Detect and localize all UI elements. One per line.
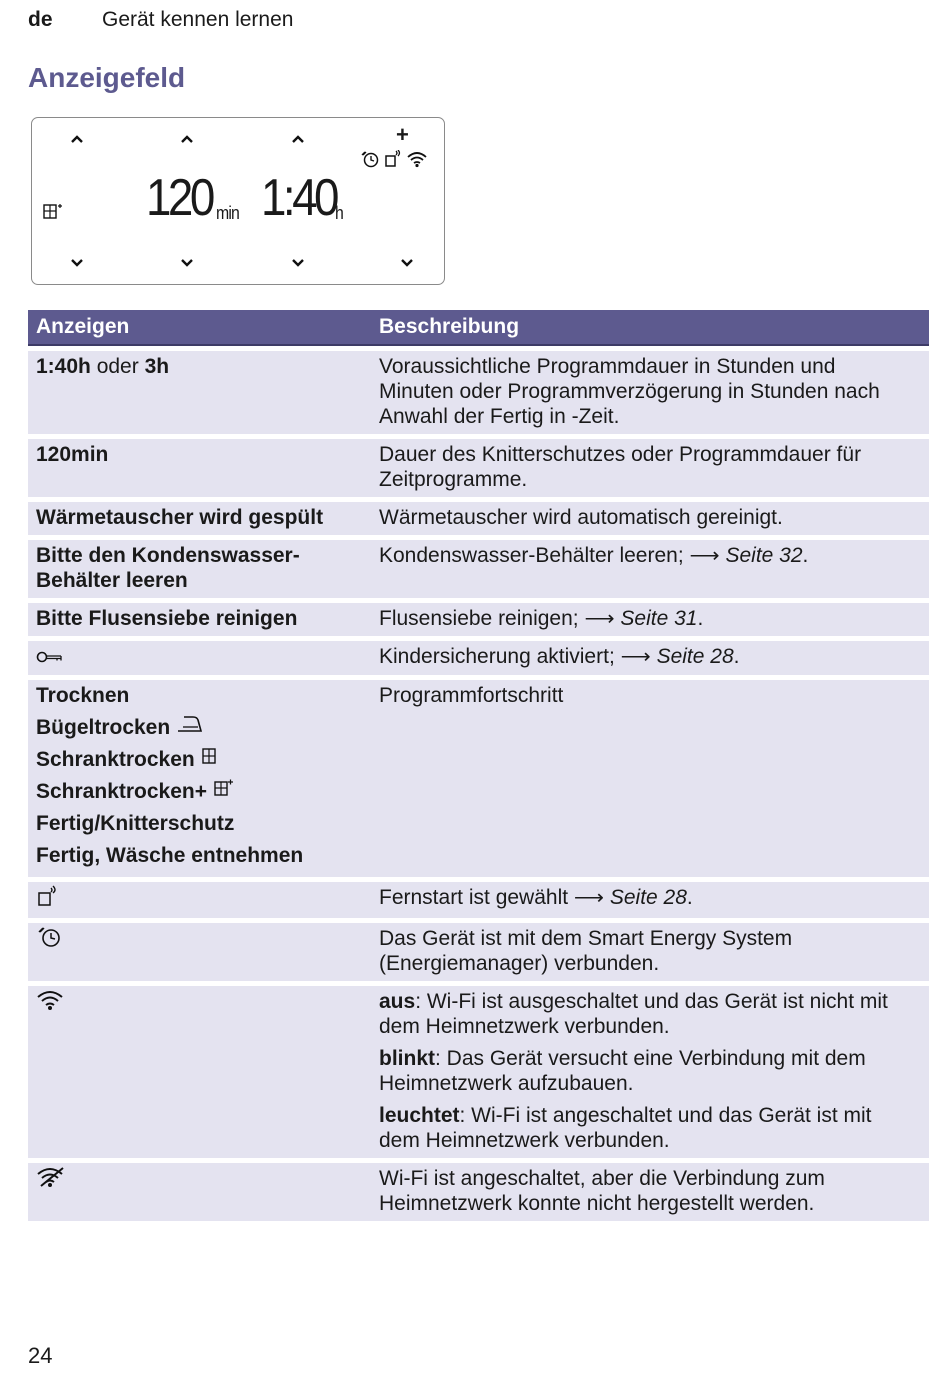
indicator-cell bbox=[28, 644, 371, 670]
table-row bbox=[28, 1163, 929, 1221]
description-text: . bbox=[697, 607, 704, 630]
display-panel bbox=[31, 117, 445, 285]
description-text: . bbox=[802, 544, 809, 567]
wifi-state-on bbox=[379, 1103, 915, 1153]
description-text: . bbox=[733, 645, 740, 668]
description-text: . bbox=[686, 885, 693, 909]
indicator-cell bbox=[28, 354, 371, 429]
program-step-label: Bügeltrocken bbox=[36, 715, 171, 739]
iron-icon bbox=[176, 712, 204, 744]
arrow-right-icon: ⟶ bbox=[584, 607, 621, 630]
chevron-down-icon bbox=[68, 254, 86, 272]
page-reference-link[interactable]: Seite 31 bbox=[620, 607, 698, 630]
program-step bbox=[36, 744, 371, 776]
description-cell: Wärmetauscher wird automatisch gereinigt. bbox=[379, 506, 783, 529]
energy-manager-icon bbox=[360, 150, 380, 168]
description-cell bbox=[371, 543, 929, 593]
description-cell bbox=[371, 989, 929, 1153]
state-label: leuchtet bbox=[379, 1103, 460, 1127]
chevron-up-icon bbox=[68, 130, 86, 148]
description-cell bbox=[371, 644, 929, 670]
table-row bbox=[28, 641, 929, 675]
remote-start-icon bbox=[384, 150, 402, 168]
indicator-cell bbox=[28, 1166, 371, 1216]
arrow-right-icon: ⟶ bbox=[689, 544, 726, 567]
table-row bbox=[28, 923, 929, 981]
chevron-down-icon bbox=[289, 254, 307, 272]
column-header-description: Beschreibung bbox=[379, 315, 520, 338]
indicator-cell bbox=[28, 989, 371, 1153]
table-header bbox=[28, 310, 929, 346]
table-row bbox=[28, 882, 929, 918]
page-reference-link[interactable]: Seite 28 bbox=[656, 645, 734, 668]
status-icons bbox=[360, 150, 428, 168]
program-step: Trocknen bbox=[36, 683, 130, 707]
table-row bbox=[28, 986, 929, 1158]
table-row bbox=[28, 439, 929, 497]
chevron-up-icon bbox=[178, 130, 196, 148]
indicator-cell bbox=[28, 885, 371, 913]
cupboard-plus-icon bbox=[42, 202, 64, 225]
display-indicators-table bbox=[28, 310, 929, 1221]
wifi-state-off bbox=[379, 989, 915, 1039]
description-cell: Voraussichtliche Programmdauer in Stunden und Minuten oder Programmverzögerung in Stunden nach Anwahl der Fertig in -Zeit. bbox=[379, 355, 880, 428]
program-step bbox=[36, 712, 371, 744]
description-cell: Das Gerät ist mit dem Smart Energy System (Energiemanager) verbunden. bbox=[379, 926, 793, 975]
section-title: Anzeigefeld bbox=[28, 62, 186, 93]
page-header bbox=[28, 8, 293, 32]
state-text: : Wi-Fi ist ausgeschaltet und das Gerät ist nicht mit dem Heimnetzwerk verbunden. bbox=[379, 989, 888, 1038]
program-step: Fertig, Wäsche entnehmen bbox=[36, 843, 304, 867]
program-step bbox=[36, 776, 371, 808]
table-row bbox=[28, 680, 929, 877]
description-text: Kondenswasser-Behälter leeren; bbox=[379, 544, 690, 567]
plus-icon: + bbox=[396, 122, 409, 147]
description-text: Kindersicherung aktiviert; bbox=[379, 645, 621, 668]
state-text: : Das Gerät versucht eine Verbindung mit dem Heimnetzwerk aufzubauen. bbox=[379, 1046, 866, 1095]
chevron-down-icon bbox=[398, 254, 416, 272]
program-step: Fertig/Knitterschutz bbox=[36, 811, 235, 835]
table-row bbox=[28, 351, 929, 434]
description-cell: Programmfortschritt bbox=[379, 683, 564, 707]
description-text: Flusensiebe reinigen; bbox=[379, 607, 585, 630]
duration-unit: min bbox=[216, 203, 239, 223]
state-text: : Wi-Fi ist angeschaltet und das Gerät ist mit dem Heimnetzwerk verbunden. bbox=[379, 1103, 872, 1152]
remote-start-icon bbox=[36, 885, 58, 913]
description-cell: Dauer des Knitterschutzes oder Programmdauer für Zeitprogramme. bbox=[379, 443, 862, 491]
wifi-icon bbox=[406, 150, 428, 168]
program-step-label: Schranktrocken+ bbox=[36, 779, 207, 803]
indicator-cell bbox=[28, 680, 371, 872]
table-row bbox=[28, 502, 929, 535]
chapter-title: Gerät kennen lernen bbox=[102, 8, 294, 31]
indicator-text: 1:40h bbox=[36, 355, 91, 378]
wifi-icon bbox=[36, 989, 64, 1017]
arrow-right-icon: ⟶ bbox=[620, 645, 657, 668]
indicator-cell: Bitte den Kondenswasser-Behälter leeren bbox=[36, 544, 300, 592]
key-icon bbox=[36, 645, 64, 670]
indicator-text: 3h bbox=[144, 355, 170, 378]
language-code: de bbox=[28, 8, 53, 31]
description-cell bbox=[371, 606, 929, 631]
time-unit: h bbox=[335, 203, 343, 223]
indicator-text: oder bbox=[90, 355, 145, 378]
state-label: blinkt bbox=[379, 1046, 435, 1070]
duration-value: 120 bbox=[146, 169, 212, 227]
time-value: 1:40 bbox=[261, 169, 336, 227]
cupboard-icon bbox=[201, 744, 219, 776]
arrow-right-icon: ⟶ bbox=[573, 885, 610, 909]
page-number: 24 bbox=[28, 1343, 53, 1368]
indicator-cell: Wärmetauscher wird gespült bbox=[36, 506, 324, 529]
description-text: Fernstart ist gewählt bbox=[379, 885, 574, 909]
page-reference-link[interactable]: Seite 32 bbox=[725, 544, 803, 567]
table-row bbox=[28, 540, 929, 598]
energy-manager-icon bbox=[36, 926, 64, 954]
table-row bbox=[28, 603, 929, 636]
state-label: aus bbox=[379, 989, 416, 1013]
chevron-down-icon bbox=[178, 254, 196, 272]
indicator-cell: 120min bbox=[36, 443, 109, 466]
page-reference-link[interactable]: Seite 28 bbox=[609, 885, 687, 909]
description-cell: Wi-Fi ist angeschaltet, aber die Verbindung zum Heimnetzwerk konnte nicht hergestellt werden. bbox=[379, 1166, 825, 1215]
chevron-up-icon bbox=[289, 130, 307, 148]
cupboard-plus-icon bbox=[213, 776, 235, 808]
description-cell bbox=[371, 885, 929, 913]
indicator-cell: Bitte Flusensiebe reinigen bbox=[36, 607, 298, 630]
column-header-indicators: Anzeigen bbox=[36, 315, 130, 338]
wifi-state-blinking bbox=[379, 1046, 915, 1096]
wifi-error-icon bbox=[36, 1166, 66, 1194]
indicator-cell bbox=[28, 926, 371, 976]
program-step-label: Schranktrocken bbox=[36, 747, 195, 771]
